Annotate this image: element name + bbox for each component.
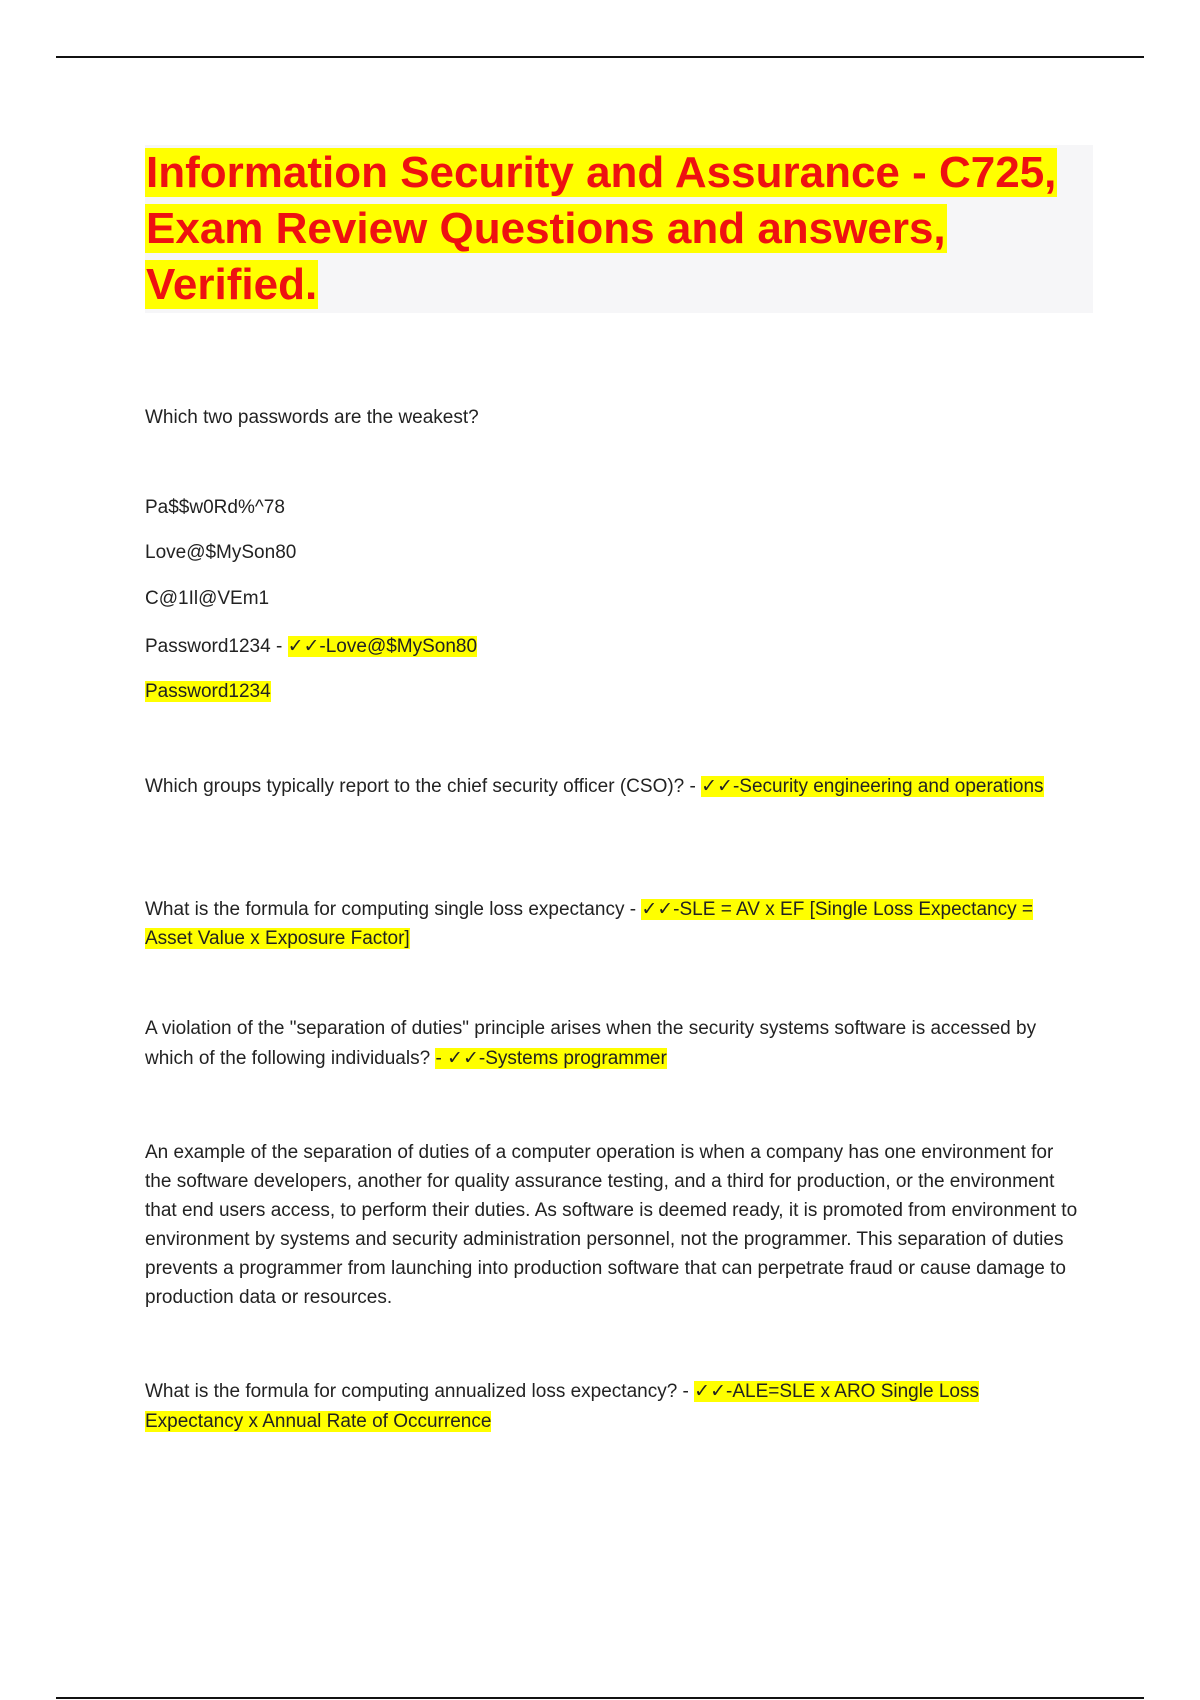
header-rule [56, 56, 1144, 58]
question-2-answer: ✓✓-Security engineering and operations [701, 776, 1044, 797]
footer-rule [56, 1697, 1144, 1699]
question-4 [145, 1014, 1080, 1074]
document-title [145, 145, 1093, 313]
document-title-text: Information Security and Assurance - C725, Exam Review Questions and answers, Verified. [146, 148, 1057, 309]
question-4-text: A violation of the "separation of duties" principle arises when the security systems software is accessed by which of the following individuals? [145, 1018, 1037, 1069]
question-3-answer: ✓✓-SLE = AV x EF [Single Loss Expectancy = Asset Value x Exposure Factor] [145, 899, 1033, 949]
explanation-paragraph: An example of the separation of duties of a computer operation is when a company has one environment for the software developers, another for quality assurance testing, and a third for production, or the environment that end users access, to perform their duties. As software is deemed ready, it is promoted from environment to environment by systems and security administration personnel, not the programmer. This separation of duties prevents a programmer from launching into production software that can perpetrate fraud or cause damage to production data or resources. [145, 1142, 1078, 1308]
question-4-answer: - ✓✓-Systems programmer [435, 1048, 667, 1069]
question-1-option-3: C@1Il@VEm1 [145, 588, 270, 609]
question-1-option-4: Password1234 - [145, 636, 288, 657]
question-1-option-4-line [145, 632, 1080, 661]
question-5 [145, 1377, 1080, 1437]
question-3 [145, 895, 1080, 953]
question-1-option-2: Love@$MySon80 [145, 542, 297, 563]
question-1-answer-line-2: Password1234 [145, 681, 271, 702]
question-1-answer: ✓✓-Love@$MySon80 [287, 636, 478, 657]
question-5-answer: ✓✓-ALE=SLE x ARO Single Loss Expectancy x Annual Rate of Occurrence [145, 1381, 979, 1432]
question-1-option-1: Pa$$w0Rd%^78 [145, 497, 285, 518]
question-2-text: Which groups typically report to the chief security officer (CSO)? - [145, 776, 702, 797]
question-1: Which two passwords are the weakest? [145, 407, 479, 428]
title-block [145, 145, 1093, 313]
question-3-text: What is the formula for computing single loss expectancy - [145, 899, 642, 920]
question-1-answer-line-2-wrap [145, 677, 1080, 706]
question-5-text: What is the formula for computing annualized loss expectancy? - [145, 1381, 695, 1402]
question-2 [145, 772, 1080, 801]
